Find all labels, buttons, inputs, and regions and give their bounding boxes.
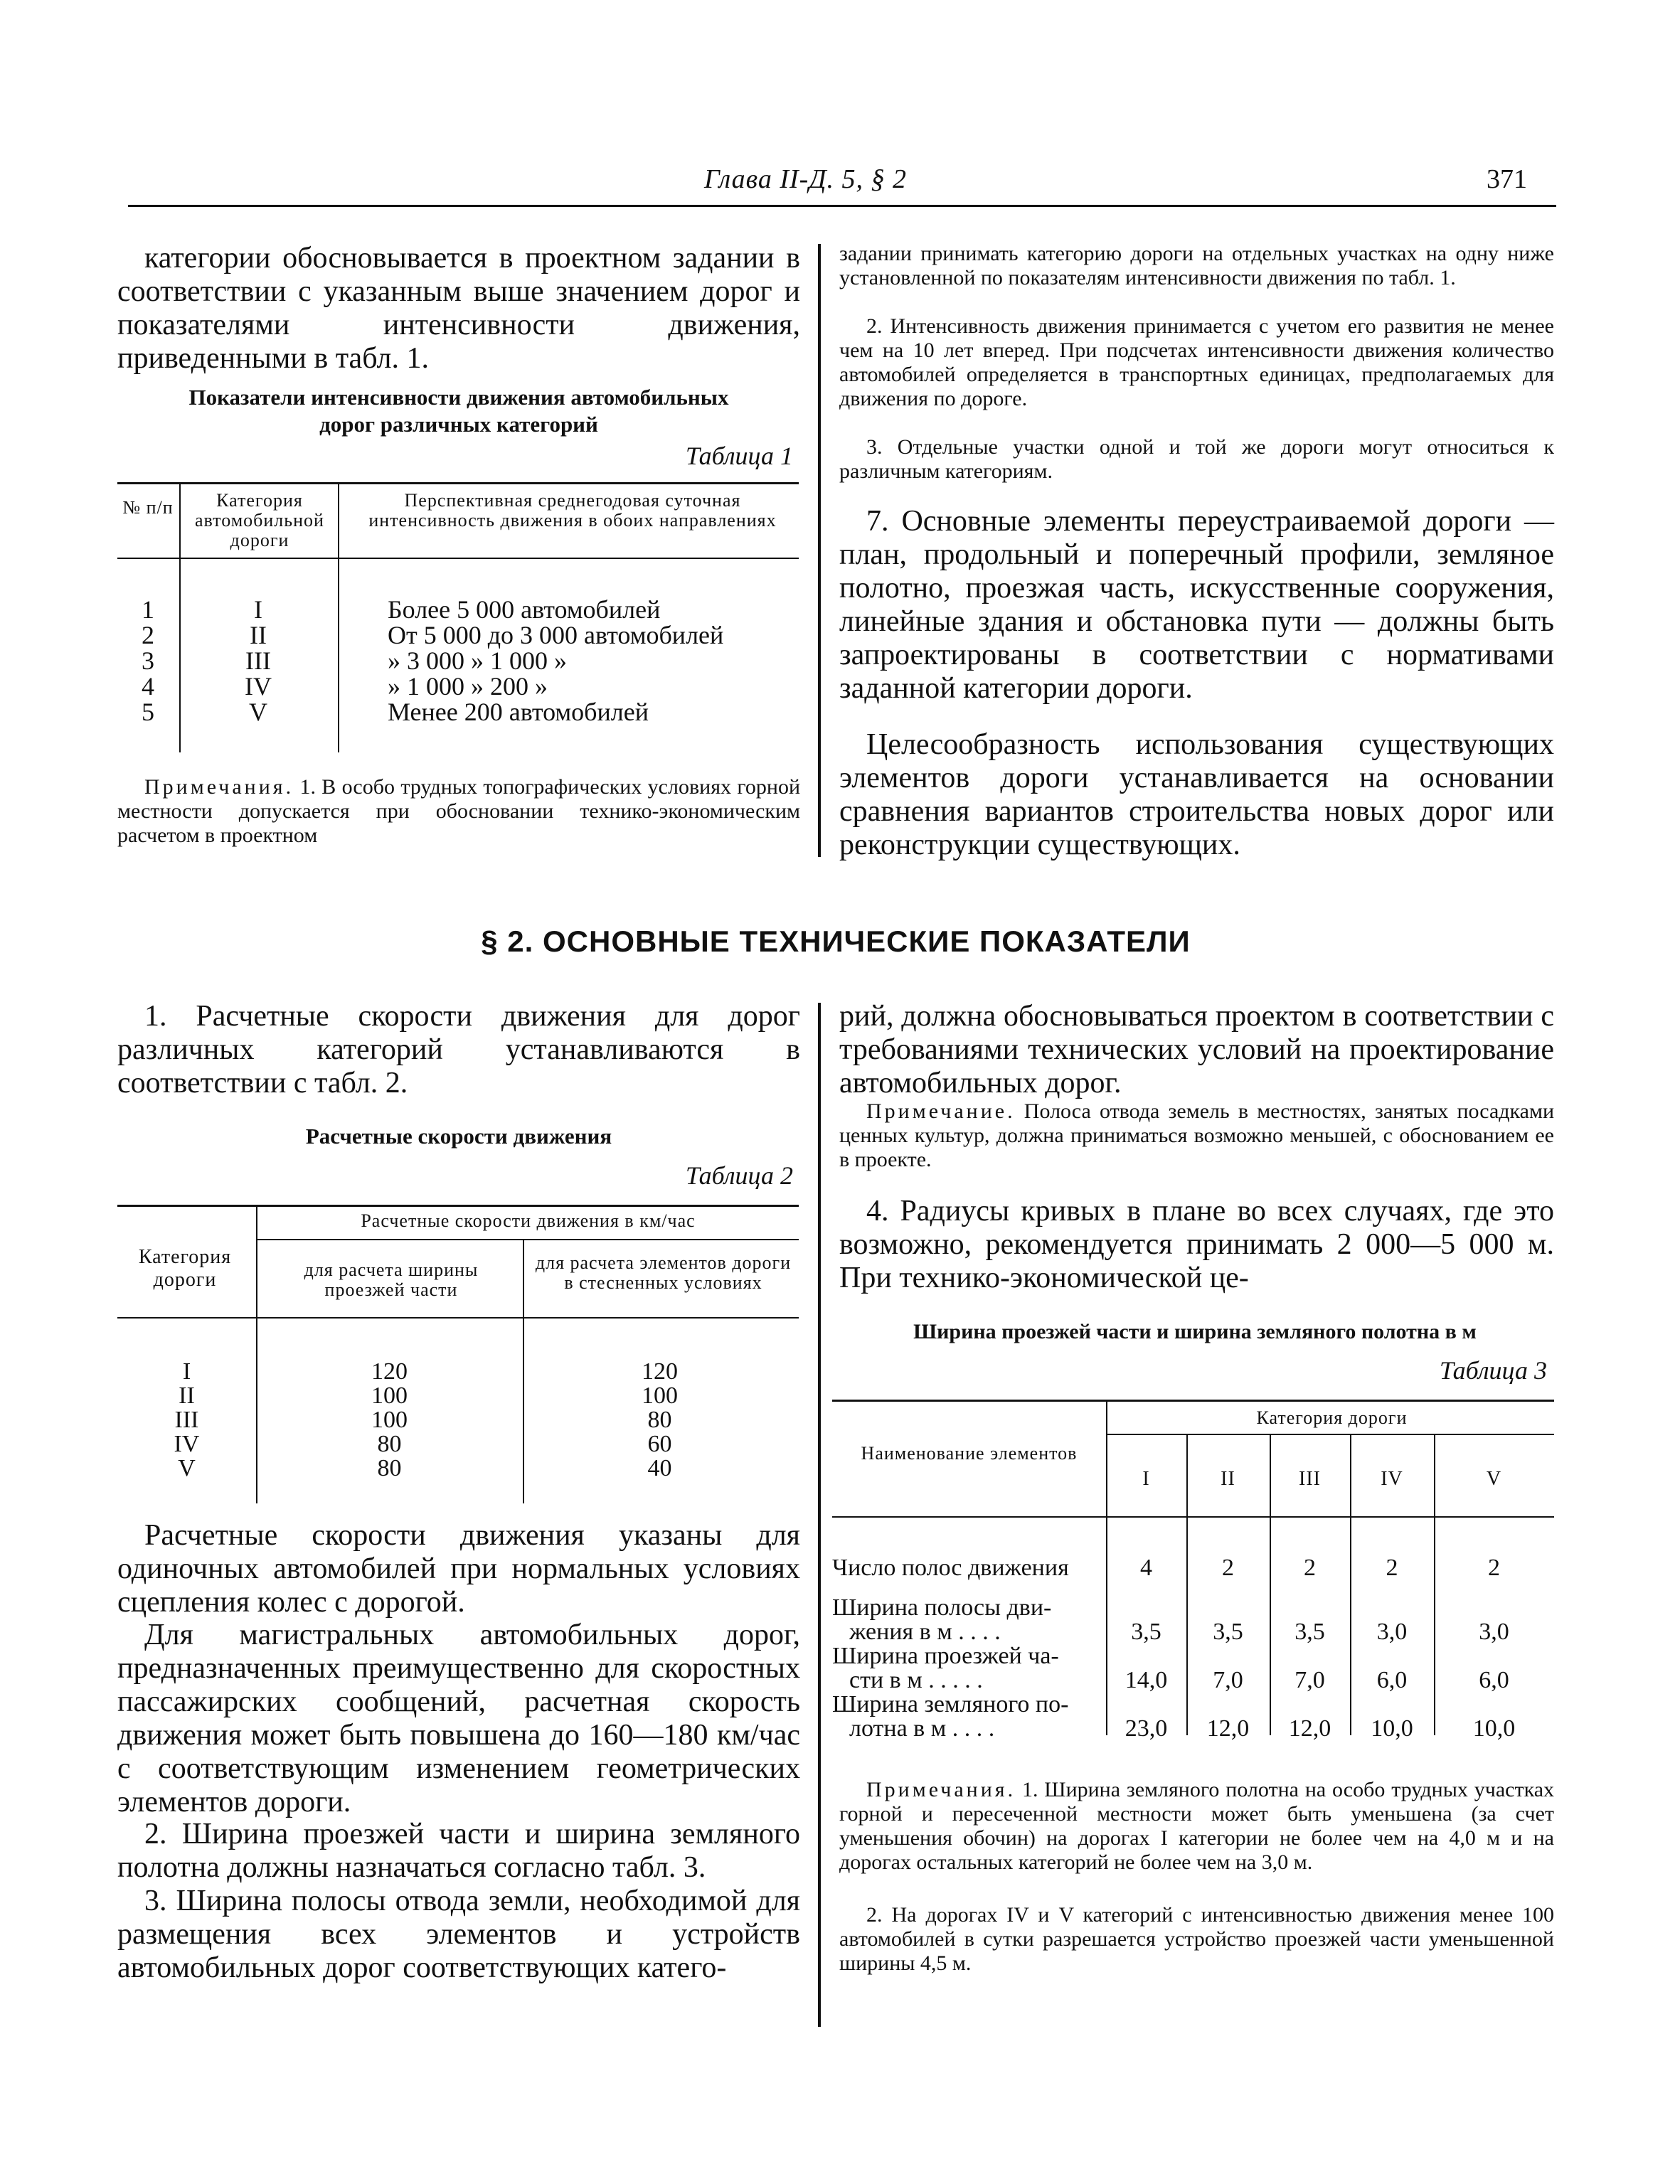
t3-val: 10,0 <box>1371 1715 1413 1742</box>
note1-continuation: задании принимать категорию дороги на отдельных участках на одну ниже установленной по показателям интенсивности движения по табл. 1. <box>839 242 1554 289</box>
table-row <box>117 672 800 701</box>
t3-val: 7,0 <box>1294 1667 1325 1693</box>
table3-note-2: 2. На дорогах IV и V категорий с интенсивностью движения менее 100 автомобилей в сутки разрешается устройство проезжей части уменьшенной ширины 4,5 м. <box>839 1903 1554 1975</box>
t2-cat: IV <box>174 1431 200 1457</box>
t3-cat-IV: IV <box>1381 1468 1403 1490</box>
t3-val: 3,5 <box>1294 1619 1325 1645</box>
table-row <box>117 1431 800 1455</box>
paragraph-2: 2. Ширина проезжей части и ширина земляного полотна должны назначаться согласно табл. 3. <box>117 1818 800 1884</box>
t3-val: 2 <box>1222 1555 1234 1581</box>
t1-cat: II <box>250 621 267 649</box>
table1-header-rule <box>117 558 799 559</box>
t2-cat: II <box>179 1383 195 1409</box>
t3-val: 6,0 <box>1479 1667 1509 1693</box>
t1-num: 3 <box>142 646 154 675</box>
note-text: Полоса отвода земель в местностях, занятых посадками ценных культур, должна приниматься возможно меньшей, с обоснованием ее в проекте. <box>839 1099 1554 1171</box>
t3-label-l2: сти в м . . . . . <box>849 1667 983 1693</box>
t3-label-l1: Число полос движения <box>832 1555 1069 1581</box>
t2-cat: I <box>182 1358 191 1385</box>
t3-val: 2 <box>1304 1555 1316 1581</box>
paragraph-4: 4. Радиусы кривых в плане во всех случаях, где это возможно, рекомендуется принимать 2 000—5 000 м. При технико-экономической це- <box>839 1195 1554 1294</box>
table-row <box>832 1596 1554 1644</box>
t1-val: Менее 200 автомобилей <box>388 698 649 726</box>
t1-num: 5 <box>142 698 154 726</box>
t3-val: 12,0 <box>1288 1715 1331 1742</box>
t3-row-label <box>832 1556 1106 1580</box>
t3-val: 2 <box>1386 1555 1398 1581</box>
t3-val: 7,0 <box>1213 1667 1243 1693</box>
note-2: 2. Интенсивность движения принимается с учетом его развития не менее чем на 10 лет вперед. При подсчетах интенсивности движения количество автомобилей определяется в транспортных единицах, предполагаемых для движения по дороге. <box>839 314 1554 410</box>
column-divider-top <box>818 244 821 857</box>
table3-notes <box>839 1778 1554 1875</box>
paragraph-3: 3. Ширина полосы отвода земли, необходимой для размещения всех элементов и устройств автомобильных дорог соответствующих катего- <box>117 1885 800 1984</box>
table3-title: Ширина проезжей части и ширина земляного полотна в м <box>913 1320 1477 1343</box>
table1-col-category: Категория автомобильной дороги <box>195 490 324 550</box>
t1-cat: III <box>245 646 271 675</box>
table1-top-rule <box>117 482 799 484</box>
t2-cat: V <box>178 1455 196 1481</box>
t3-val: 3,5 <box>1213 1619 1243 1645</box>
table3-caption: Таблица 3 <box>1439 1356 1547 1385</box>
table3-category-headers <box>1106 1469 1554 1489</box>
intro-paragraph: категории обосновывается в проектном задании в соответствии с указанным выше значением дорог и показателями интенсивности движения, приведенными в табл. 1. <box>117 242 800 375</box>
t2-b: 80 <box>647 1407 672 1433</box>
table-row <box>832 1556 1554 1596</box>
paragraph-1: 1. Расчетные скорости движения для дорог различных категорий устанавливаются в соответствии с табл. 2. <box>117 1000 800 1099</box>
running-header: Глава II-Д. 5, § 2 <box>704 164 908 194</box>
t3-label-l1: Ширина полосы дви- <box>832 1594 1052 1621</box>
note-label: Примечание. <box>866 1099 1016 1123</box>
table3-col-name: Наименование элементов <box>861 1443 1078 1464</box>
table1-caption: Таблица 1 <box>685 442 793 470</box>
t2-cat: III <box>174 1407 199 1433</box>
table-row <box>117 1407 800 1431</box>
t2-a: 100 <box>371 1383 408 1409</box>
section-title: § 2. ОСНОВНЫЕ ТЕХНИЧЕСКИЕ ПОКАЗАТЕЛИ <box>481 925 1191 958</box>
note-1-text: 1. В особо трудных топографических условиях горной местности допускается при обосновании технико-экономическим расчетом в проектном <box>117 775 801 847</box>
t3-val: 14,0 <box>1125 1667 1168 1693</box>
t1-val: » 3 000 » 1 000 » <box>388 646 567 675</box>
table-row <box>117 1455 800 1479</box>
table-row <box>832 1693 1554 1741</box>
t3-cat-II: II <box>1221 1468 1235 1490</box>
table1-col-intensity: Перспективная среднегодовая суточная интенсивность движения в обоих направлениях <box>368 490 777 531</box>
t3-label-l1: Ширина земляного по- <box>832 1691 1069 1717</box>
table2-col-constrained: для расчета элементов дороги в стесненных условиях <box>535 1252 792 1293</box>
t2-b: 60 <box>647 1431 672 1457</box>
table3-col-group: Категория дороги <box>1256 1407 1408 1428</box>
table2-col-width: для расчета ширины проезжей части <box>304 1259 479 1300</box>
table2-subheader-rule <box>256 1239 799 1240</box>
table3-top-rule <box>832 1400 1554 1402</box>
paragraph-7: 7. Основные элементы переустраиваемой дороги — план, продольный и поперечный профили, земляное полотно, проезжая часть, искусственные сооружения, линейные здания и обстановка пути — должны быть запроектированы в соответствии с нормативами заданной категории дороги. <box>839 505 1554 705</box>
table2-top-rule <box>117 1205 799 1207</box>
header-rule <box>128 205 1556 207</box>
t1-num: 1 <box>142 595 154 624</box>
t2-a: 100 <box>371 1407 408 1433</box>
t3-row-label <box>832 1644 1106 1693</box>
t3-val: 2 <box>1488 1555 1500 1581</box>
t3-val: 3,0 <box>1479 1619 1509 1645</box>
table1-title-line1: Показатели интенсивности движения автомобильных <box>188 385 729 410</box>
t3-val: 12,0 <box>1206 1715 1250 1742</box>
t3-val: 6,0 <box>1376 1667 1408 1693</box>
table-row <box>117 698 800 724</box>
table-row <box>832 1644 1554 1693</box>
t1-cat: V <box>249 698 267 726</box>
t2-b: 100 <box>642 1383 678 1409</box>
notes-label: Примечания. <box>866 1778 1016 1801</box>
t3-label-l2: лотна в м . . . . <box>849 1715 995 1742</box>
table3-header-rule <box>832 1516 1554 1518</box>
t2-a: 80 <box>377 1455 402 1481</box>
table-row <box>117 622 800 647</box>
page-number: 371 <box>1487 164 1527 194</box>
table2-col-category: Категория дороги <box>138 1246 232 1291</box>
t2-a: 80 <box>377 1431 402 1457</box>
right-of-way-note <box>839 1099 1554 1172</box>
t1-val: Более 5 000 автомобилей <box>388 595 661 624</box>
t3-val: 4 <box>1140 1555 1152 1581</box>
table2-header-rule <box>117 1317 799 1319</box>
t3-row-label <box>832 1596 1106 1644</box>
note-1-text: 1. Ширина земляного полотна на особо трудных участках горной и пересеченной местности может быть уменьшена (за счет уменьшения обочин) на дорогах I категории не более чем на 4,0 м и на дорогах остальных категорий не более чем на 3,0 м. <box>839 1778 1555 1874</box>
notes-label: Примечания. <box>144 775 294 799</box>
column-divider-bottom <box>818 1003 821 2027</box>
table-row <box>117 1383 800 1407</box>
table2-col-group: Расчетные скорости движения в км/час <box>361 1210 696 1231</box>
speed-note-paragraph: Расчетные скорости движения указаны для одиночных автомобилей при нормальных условиях сцепления колес с дорогой. <box>117 1519 800 1619</box>
table1-note <box>117 775 800 848</box>
t1-val: От 5 000 до 3 000 автомобилей <box>388 621 724 649</box>
table2-body <box>117 1358 800 1479</box>
table3-body <box>832 1556 1554 1741</box>
highway-speed-paragraph: Для магистральных автомобильных дорог, предназначенных преимущественно для скоростных пассажирских сообщений, расчетная скорость движения может быть повышена до 160—180 км/час с соответствующим изменением геометрических элементов дороги. <box>117 1619 800 1818</box>
t3-cat-I: I <box>1142 1468 1150 1490</box>
paragraph-3-continued: рий, должна обосновываться проектом в соответствии с требованиями технических условий на проектирование автомобильных дорог. <box>839 1000 1554 1099</box>
t1-num: 2 <box>142 621 154 649</box>
table-row <box>117 1358 800 1383</box>
t3-val: 23,0 <box>1125 1715 1168 1742</box>
t1-num: 4 <box>142 672 154 701</box>
t1-cat: I <box>254 595 262 624</box>
note-3: 3. Отдельные участки одной и той же дороги могут относиться к различным категориям. <box>839 435 1554 483</box>
t3-label-l1: Ширина проезжей ча- <box>832 1643 1059 1669</box>
table1-col-number: № п/п <box>122 497 174 518</box>
paragraph-7-continued: Целесообразность использования существующих элементов дороги устанавливается на основании сравнения вариантов строительства новых дорог или реконструкции существующих. <box>839 728 1554 861</box>
t1-val: » 1 000 » 200 » <box>388 672 548 701</box>
t2-b: 120 <box>642 1358 678 1385</box>
t3-label-l2: жения в м . . . . <box>849 1619 1001 1645</box>
t2-a: 120 <box>371 1358 408 1385</box>
t3-val: 3,5 <box>1131 1619 1161 1645</box>
table2-caption: Таблица 2 <box>685 1161 793 1190</box>
t3-row-label <box>832 1693 1106 1741</box>
t3-cat-V: V <box>1486 1468 1502 1490</box>
table1-body <box>117 596 800 724</box>
table-row <box>117 596 800 622</box>
t1-cat: IV <box>245 672 272 701</box>
t3-val: 10,0 <box>1472 1715 1516 1742</box>
table1-title-line2: дорог различных категорий <box>319 412 598 437</box>
table2-title: Расчетные скорости движения <box>305 1124 612 1149</box>
t3-cat-III: III <box>1299 1468 1321 1490</box>
t3-val: 3,0 <box>1376 1619 1408 1645</box>
table1-title <box>117 384 800 438</box>
t2-b: 40 <box>647 1455 672 1481</box>
table3-subheader-rule <box>1106 1434 1554 1435</box>
table-row <box>117 647 800 673</box>
